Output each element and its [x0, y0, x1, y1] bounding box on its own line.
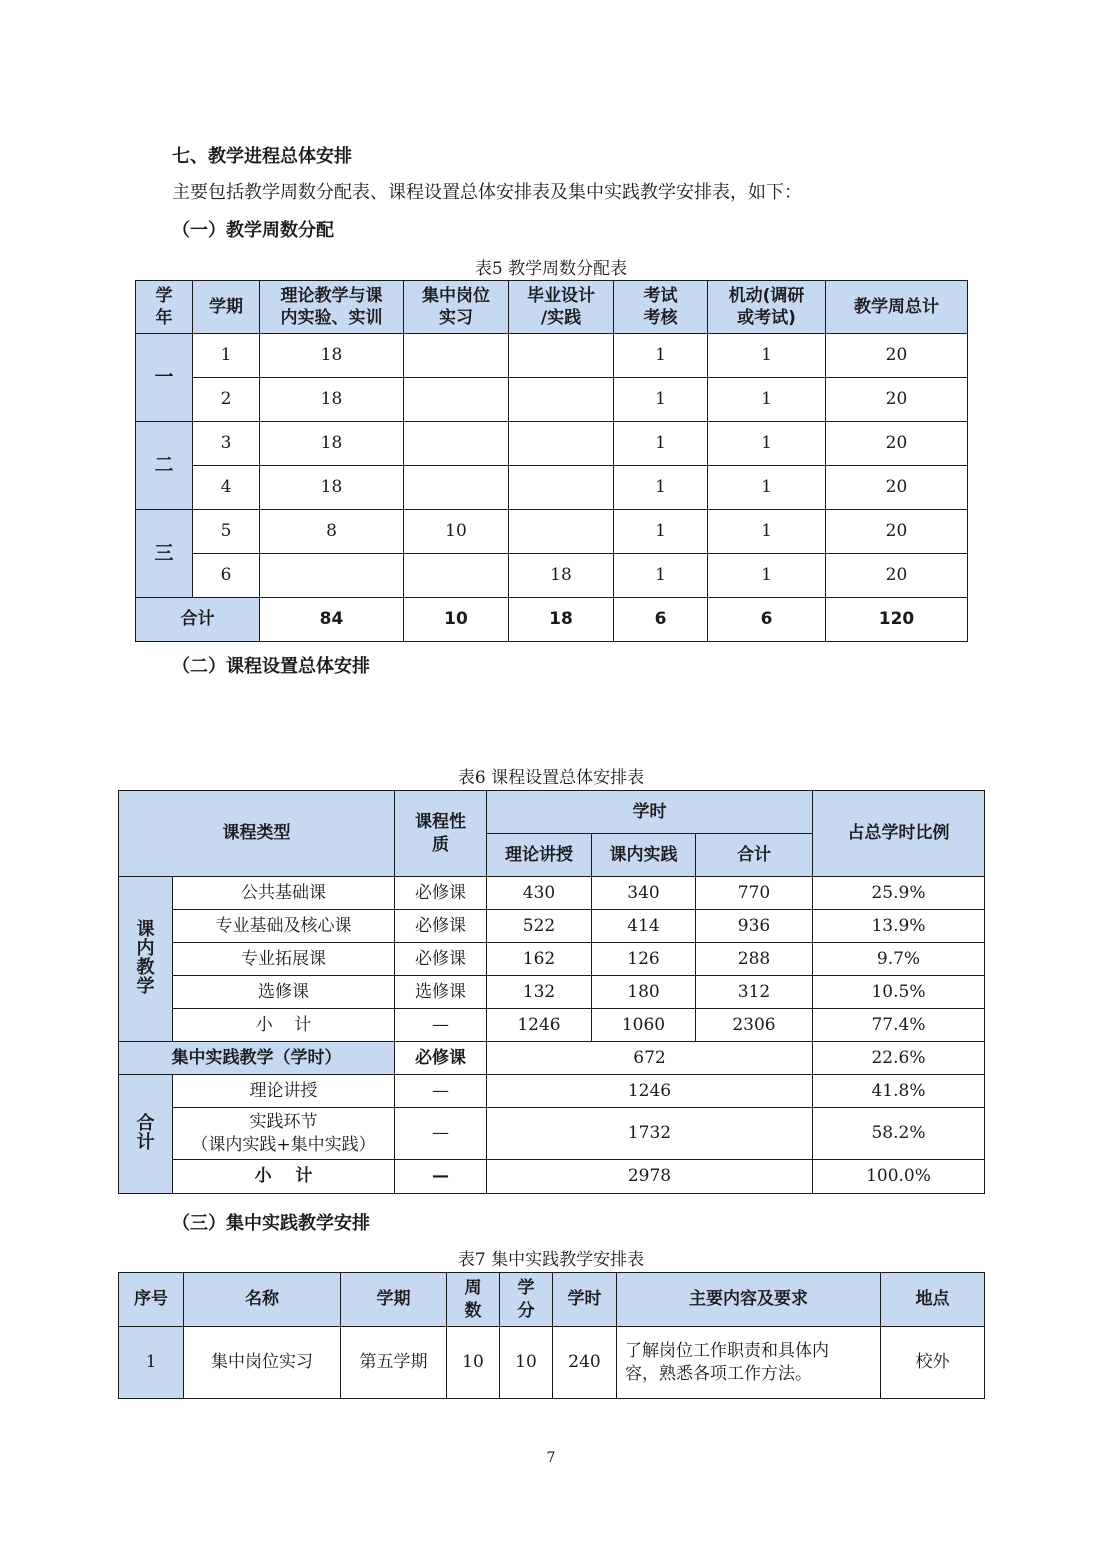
nature-header: 课程性 质: [395, 791, 487, 877]
theory-hours: 522: [487, 910, 592, 943]
internship-cell: [404, 378, 509, 422]
intro-paragraph: 主要包括教学周数分配表、课程设置总体安排表及集中实践教学安排表，如下：: [172, 182, 802, 203]
no-header: 序号: [119, 1273, 184, 1327]
flex-cell: 1: [708, 554, 826, 598]
subsection-courses: （二）课程设置总体安排: [172, 656, 370, 677]
practice-place: 校外: [881, 1327, 985, 1399]
course-name: 专业拓展课: [173, 943, 395, 976]
central-practice-nature: 必修课: [395, 1042, 487, 1075]
sum-exam: 6: [614, 598, 708, 642]
year-cell: 二: [136, 422, 193, 510]
term-cell: 1: [193, 334, 260, 378]
flex-header: 机动(调研 或考试): [708, 281, 826, 334]
practice-hours: 126: [592, 943, 696, 976]
table-row: [136, 510, 968, 554]
total-item-ratio: 58.2%: [813, 1108, 985, 1160]
total-hours: 770: [696, 877, 813, 910]
table7-caption: 表7 集中实践教学安排表: [457, 1250, 645, 1270]
weeks-header: 周 数: [447, 1273, 500, 1327]
practice-content: 了解岗位工作职责和具体内 容，熟悉各项工作方法。: [617, 1327, 881, 1399]
weeks-table: [135, 280, 968, 642]
term-cell: 3: [193, 422, 260, 466]
table-row: [136, 466, 968, 510]
theory-cell: 8: [260, 510, 404, 554]
year-header: 学 年: [136, 281, 193, 334]
sum-theory: 84: [260, 598, 404, 642]
design-header: 毕业设计 /实践: [509, 281, 614, 334]
ratio-header: 占总学时比例: [813, 791, 985, 877]
theory-hours: 162: [487, 943, 592, 976]
design-cell: [509, 422, 614, 466]
section-title: 七、教学进程总体安排: [172, 146, 352, 167]
table6-header-row: [119, 791, 985, 834]
internship-cell: [404, 554, 509, 598]
theory-header: 理论教学与课 内实验、实训: [260, 281, 404, 334]
course-nature: —: [395, 1009, 487, 1042]
flex-cell: 1: [708, 378, 826, 422]
central-practice-hours: 672: [487, 1042, 813, 1075]
total-header: 教学周总计: [826, 281, 968, 334]
course-name: 公共基础课: [173, 877, 395, 910]
table6-caption: 表6 课程设置总体安排表: [457, 768, 645, 788]
term-cell: 5: [193, 510, 260, 554]
exam-cell: 1: [614, 554, 708, 598]
design-cell: [509, 510, 614, 554]
total-hours: 288: [696, 943, 813, 976]
ratio-cell: 9.7%: [813, 943, 985, 976]
table-row: [119, 1327, 985, 1399]
table-row: [136, 422, 968, 466]
table-row: [119, 976, 985, 1009]
grand-total-ratio: 100.0%: [813, 1160, 985, 1194]
design-cell: [509, 378, 614, 422]
theory-cell: 18: [260, 466, 404, 510]
course-name: 选修课: [173, 976, 395, 1009]
total-item-name: 实践环节 （课内实践+集中实践）: [173, 1108, 395, 1160]
total-cell: 20: [826, 334, 968, 378]
table5-header-row: [136, 281, 968, 334]
internship-header: 集中岗位 实习: [404, 281, 509, 334]
flex-cell: 1: [708, 334, 826, 378]
practice-table: [118, 1272, 985, 1399]
exam-cell: 1: [614, 466, 708, 510]
sum-total: 120: [826, 598, 968, 642]
in-class-group-label: 课 内 教 学: [119, 877, 173, 1042]
course-type-header: 课程类型: [119, 791, 395, 877]
course-name: 专业基础及核心课: [173, 910, 395, 943]
ratio-cell: 77.4%: [813, 1009, 985, 1042]
table-row: [119, 1009, 985, 1042]
term-header: 学期: [341, 1273, 447, 1327]
table-row: [119, 1075, 985, 1108]
internship-cell: [404, 466, 509, 510]
hours-header: 学时: [553, 1273, 617, 1327]
exam-header: 考试 考核: [614, 281, 708, 334]
total-item-nature: —: [395, 1108, 487, 1160]
practice-weeks: 10: [447, 1327, 500, 1399]
internship-cell: 10: [404, 510, 509, 554]
ratio-cell: 10.5%: [813, 976, 985, 1009]
theory-hours: 132: [487, 976, 592, 1009]
year-cell: 三: [136, 510, 193, 598]
subtotal-label: 小 计: [173, 1009, 395, 1042]
flex-cell: 1: [708, 422, 826, 466]
exam-cell: 1: [614, 510, 708, 554]
theory-cell: 18: [260, 422, 404, 466]
design-cell: 18: [509, 554, 614, 598]
total-hours: 2306: [696, 1009, 813, 1042]
theory-cell: 18: [260, 378, 404, 422]
course-table: [118, 790, 985, 1194]
total-hours: 312: [696, 976, 813, 1009]
row-number: 1: [119, 1327, 184, 1399]
sum-flex: 6: [708, 598, 826, 642]
course-nature: 必修课: [395, 943, 487, 976]
hours-header: 学时: [487, 791, 813, 834]
total-item-nature: —: [395, 1075, 487, 1108]
term-cell: 2: [193, 378, 260, 422]
table-row: [136, 334, 968, 378]
practice-term: 第五学期: [341, 1327, 447, 1399]
theory-hours: 1246: [487, 1009, 592, 1042]
central-practice-row: [119, 1042, 985, 1075]
total-cell: 20: [826, 510, 968, 554]
total-item-hours: 1732: [487, 1108, 813, 1160]
page-number: 7: [546, 1450, 556, 1466]
table5-sum-row: [136, 598, 968, 642]
table-row: [136, 378, 968, 422]
total-hours: 936: [696, 910, 813, 943]
grand-total-label: 小 计: [173, 1160, 395, 1194]
flex-cell: 1: [708, 466, 826, 510]
sum-internship: 10: [404, 598, 509, 642]
flex-cell: 1: [708, 510, 826, 554]
name-header: 名称: [184, 1273, 341, 1327]
practice-hours: 1060: [592, 1009, 696, 1042]
practice-hours: 340: [592, 877, 696, 910]
central-practice-label: 集中实践教学（学时）: [119, 1042, 395, 1075]
total-cell: 20: [826, 554, 968, 598]
practice-hours: 414: [592, 910, 696, 943]
ratio-cell: 13.9%: [813, 910, 985, 943]
central-practice-ratio: 22.6%: [813, 1042, 985, 1075]
table-row: [119, 910, 985, 943]
place-header: 地点: [881, 1273, 985, 1327]
theory-cell: [260, 554, 404, 598]
theory-header: 理论讲授: [487, 834, 592, 877]
table-row: [119, 877, 985, 910]
practice-hours: 240: [553, 1327, 617, 1399]
total-group-label: 合 计: [119, 1075, 173, 1194]
subsection-practice: （三）集中实践教学安排: [172, 1213, 370, 1234]
course-nature: 选修课: [395, 976, 487, 1009]
total-item-name: 理论讲授: [173, 1075, 395, 1108]
table7-header-row: [119, 1273, 985, 1327]
total-item-hours: 1246: [487, 1075, 813, 1108]
practice-name: 集中岗位实习: [184, 1327, 341, 1399]
practice-hours: 180: [592, 976, 696, 1009]
theory-cell: 18: [260, 334, 404, 378]
total-item-ratio: 41.8%: [813, 1075, 985, 1108]
hours-total-header: 合计: [696, 834, 813, 877]
internship-cell: [404, 422, 509, 466]
practice-header: 课内实践: [592, 834, 696, 877]
ratio-cell: 25.9%: [813, 877, 985, 910]
subsection-weeks: （一）教学周数分配: [172, 220, 334, 241]
theory-hours: 430: [487, 877, 592, 910]
course-nature: 必修课: [395, 877, 487, 910]
table-row: [119, 1160, 985, 1194]
total-cell: 20: [826, 422, 968, 466]
table-row: [119, 1108, 985, 1160]
design-cell: [509, 334, 614, 378]
credit-header: 学 分: [500, 1273, 553, 1327]
term-header: 学期: [193, 281, 260, 334]
sum-label: 合计: [136, 598, 260, 642]
term-cell: 4: [193, 466, 260, 510]
sum-design: 18: [509, 598, 614, 642]
exam-cell: 1: [614, 334, 708, 378]
year-cell: 一: [136, 334, 193, 422]
total-item-nature: —: [395, 1160, 487, 1194]
total-cell: 20: [826, 466, 968, 510]
table5-caption: 表5 教学周数分配表: [474, 259, 628, 279]
design-cell: [509, 466, 614, 510]
exam-cell: 1: [614, 422, 708, 466]
internship-cell: [404, 334, 509, 378]
content-header: 主要内容及要求: [617, 1273, 881, 1327]
grand-total-hours: 2978: [487, 1160, 813, 1194]
term-cell: 6: [193, 554, 260, 598]
course-nature: 必修课: [395, 910, 487, 943]
table-row: [136, 554, 968, 598]
practice-credit: 10: [500, 1327, 553, 1399]
exam-cell: 1: [614, 378, 708, 422]
total-cell: 20: [826, 378, 968, 422]
table-row: [119, 943, 985, 976]
